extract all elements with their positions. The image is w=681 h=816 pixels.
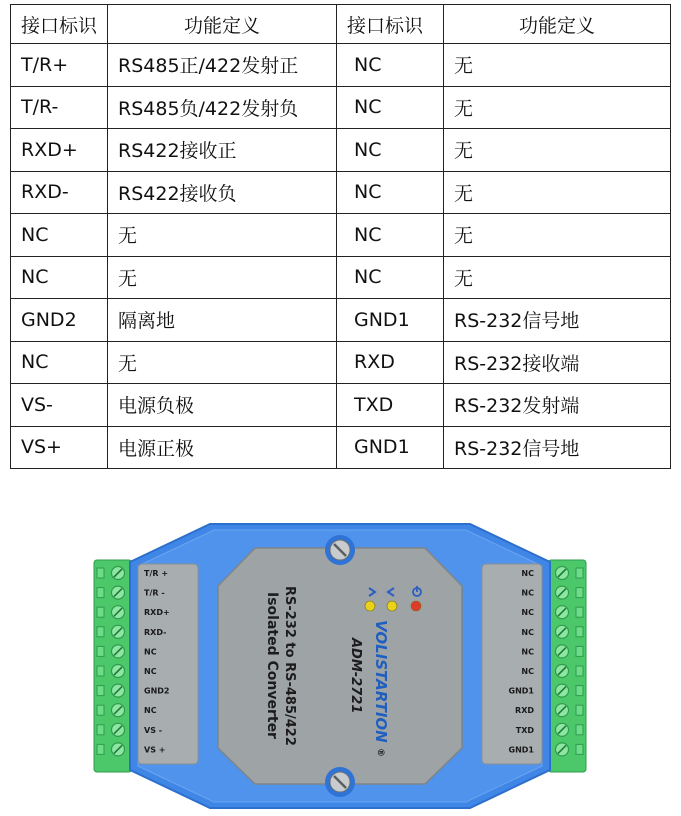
table-row (11, 341, 671, 384)
function-right-cell: RS-232接收端 (444, 341, 671, 384)
pin-id-right-cell: GND1 (337, 426, 444, 469)
right-terminal-label: NC (521, 647, 534, 657)
left-terminal-label: NC (144, 706, 157, 716)
table-row (11, 299, 671, 342)
pin-id-right-cell: NC (337, 256, 444, 299)
header-pin-id-right: 接口标识 (337, 5, 444, 44)
left-terminal-label: T/R + (144, 569, 169, 578)
face-panel (218, 548, 462, 784)
right-terminal-label: GND1 (508, 686, 534, 696)
function-left-cell: 电源正极 (108, 426, 337, 469)
function-left-cell: 电源负极 (108, 384, 337, 427)
right-terminal-label: NC (521, 569, 534, 578)
table-row (11, 426, 671, 469)
converter-device-photo (90, 520, 590, 812)
pin-id-left-cell: NC (11, 214, 108, 257)
pin-id-right-cell: NC (337, 214, 444, 257)
function-right-cell: RS-232信号地 (444, 299, 671, 342)
function-left-cell: 无 (108, 341, 337, 384)
tx-led (365, 601, 375, 611)
function-right-cell: 无 (444, 256, 671, 299)
function-right-cell: 无 (444, 214, 671, 257)
model-number: ADM-2721 (348, 638, 363, 714)
function-right-cell: 无 (444, 86, 671, 129)
pin-id-left-cell: NC (11, 256, 108, 299)
pin-id-right-cell: NC (337, 129, 444, 172)
right-terminal-block (548, 560, 586, 772)
pin-id-right-cell: NC (337, 86, 444, 129)
brand-logo: VOLISTARTION (372, 620, 390, 743)
rx-led (387, 601, 397, 611)
function-right-cell: 无 (444, 129, 671, 172)
converter-device-illustration (90, 520, 590, 812)
left-terminal-block (94, 560, 132, 772)
pin-id-right-cell: NC (337, 171, 444, 214)
top-screw (325, 535, 355, 565)
left-terminal-label: T/R - (144, 588, 165, 598)
function-right-cell: 无 (444, 44, 671, 87)
table-row (11, 384, 671, 427)
table-row (11, 129, 671, 172)
left-terminal-label: NC (144, 667, 157, 676)
pin-id-right-cell: TXD (337, 384, 444, 427)
power-led (411, 601, 421, 611)
pin-id-right-cell: RXD (337, 341, 444, 384)
pin-definition-table (10, 4, 671, 469)
pin-id-left-cell: VS- (11, 384, 108, 427)
pin-id-left-cell: GND2 (11, 299, 108, 342)
left-terminal-label: VS + (144, 745, 166, 755)
pin-id-left-cell: VS+ (11, 426, 108, 469)
table-row (11, 214, 671, 257)
left-terminal-label: GND2 (144, 686, 170, 696)
header-function-left: 功能定义 (108, 5, 337, 44)
left-terminal-label: NC (144, 647, 157, 657)
right-terminal-label: NC (521, 627, 534, 637)
pin-id-right-cell: GND1 (337, 299, 444, 342)
right-terminal-label: TXD (515, 725, 534, 735)
pin-id-left-cell: T/R+ (11, 44, 108, 87)
bottom-screw (325, 767, 355, 797)
function-left-cell: RS422接收正 (108, 129, 337, 172)
header-function-right: 功能定义 (444, 5, 671, 44)
left-terminal-label: VS - (144, 725, 163, 735)
left-terminal-label: RXD+ (144, 608, 170, 618)
right-terminal-label: GND1 (508, 745, 534, 755)
function-right-cell: RS-232发射端 (444, 384, 671, 427)
left-terminal-label: RXD- (144, 627, 167, 637)
right-terminal-label: NC (521, 588, 534, 598)
pin-id-left-cell: T/R- (11, 86, 108, 129)
function-left-cell: RS422接收负 (108, 171, 337, 214)
pin-id-right-cell: NC (337, 44, 444, 87)
table-row (11, 44, 671, 87)
pin-id-left-cell: RXD+ (11, 129, 108, 172)
table-row (11, 86, 671, 129)
function-left-cell: RS485正/422发射正 (108, 44, 337, 87)
header-pin-id-left: 接口标识 (11, 5, 108, 44)
table-row (11, 256, 671, 299)
pin-id-left-cell: RXD- (11, 171, 108, 214)
face-line-2: Isolated Converter (264, 592, 280, 739)
function-right-cell: RS-232信号地 (444, 426, 671, 469)
table-header-row (11, 5, 671, 44)
registered-mark: ® (375, 748, 385, 757)
pin-id-left-cell: NC (11, 341, 108, 384)
right-terminal-label: NC (521, 608, 534, 618)
table-row (11, 171, 671, 214)
function-left-cell: 无 (108, 214, 337, 257)
right-terminal-label: NC (521, 667, 534, 676)
function-left-cell: RS485负/422发射负 (108, 86, 337, 129)
right-terminal-label: RXD (515, 706, 534, 716)
function-left-cell: 隔离地 (108, 299, 337, 342)
function-left-cell: 无 (108, 256, 337, 299)
face-line-1: RS-232 to RS-485/422 (282, 586, 297, 746)
function-right-cell: 无 (444, 171, 671, 214)
